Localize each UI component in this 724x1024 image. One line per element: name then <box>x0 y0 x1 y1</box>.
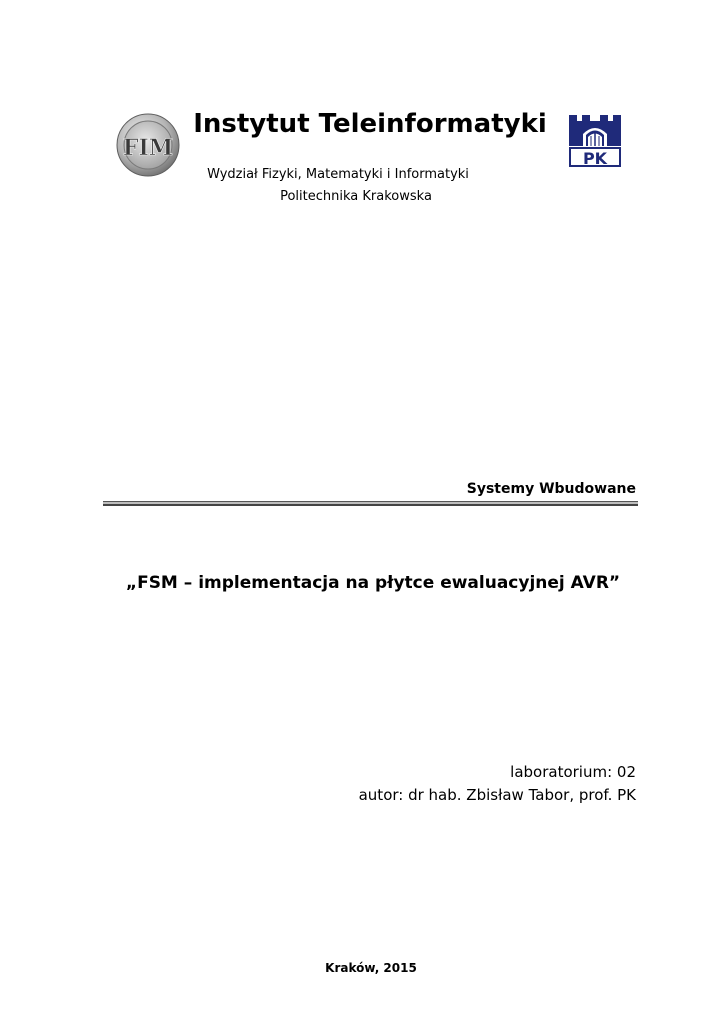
author-line: autor: dr hab. Zbisław Tabor, prof. PK <box>358 786 636 804</box>
divider-rule <box>103 501 638 506</box>
fim-logo-icon <box>115 112 181 178</box>
university-name: Politechnika Krakowska <box>280 189 432 204</box>
course-name: Systemy Wbudowane <box>466 481 636 497</box>
pk-logo-icon <box>566 112 624 170</box>
pk-logo-text: PK <box>582 149 608 168</box>
place-and-year: Kraków, 2015 <box>325 961 417 975</box>
document-title: „FSM – implementacja na płytce ewaluacyjnej AVR” <box>125 573 621 593</box>
fim-logo-text: FIM <box>122 135 174 161</box>
lab-number: laboratorium: 02 <box>510 763 636 781</box>
institute-title: Instytut Teleinformatyki <box>193 109 547 139</box>
faculty-name: Wydział Fizyki, Matematyki i Informatyki <box>207 167 469 182</box>
